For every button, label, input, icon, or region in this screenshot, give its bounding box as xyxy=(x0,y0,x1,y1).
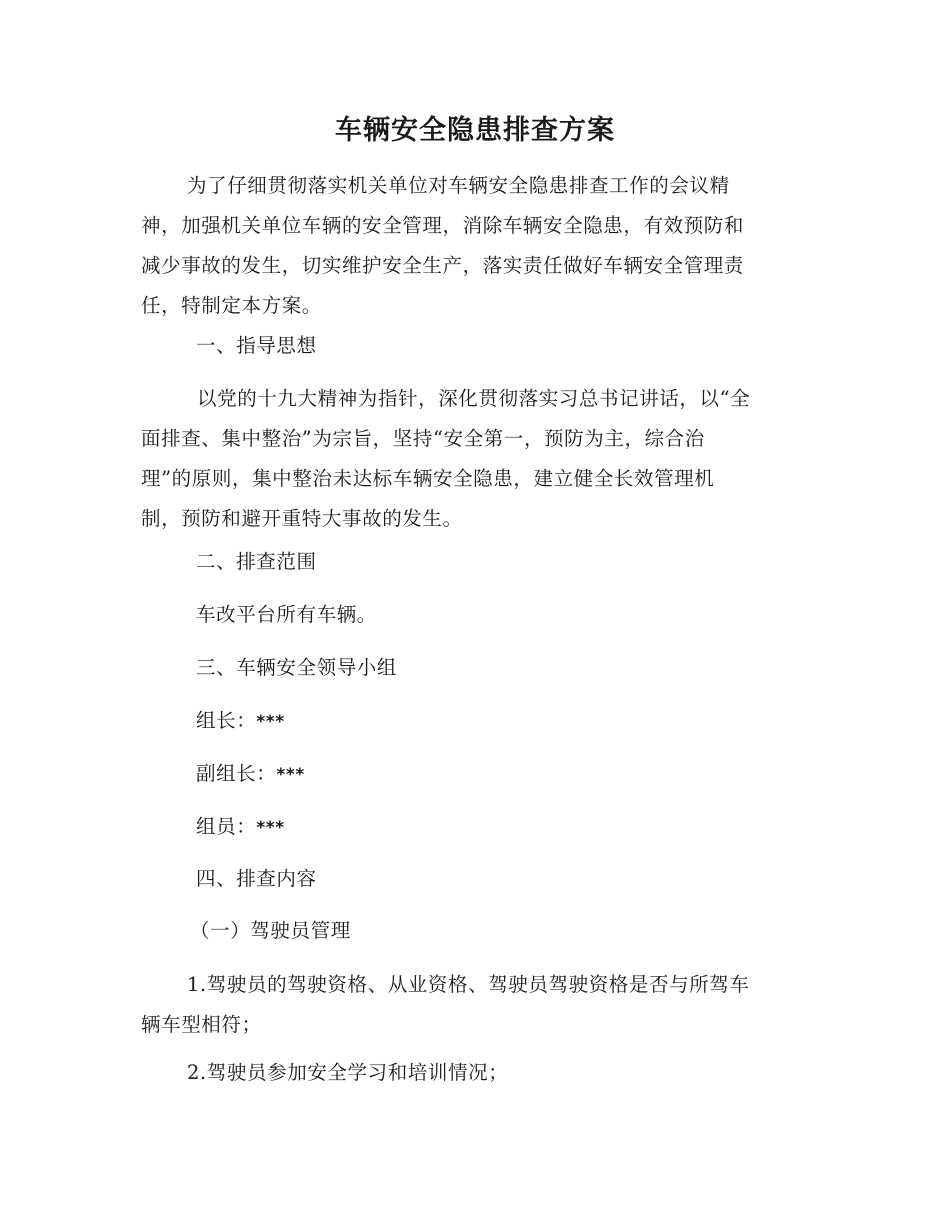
member-label: 组员： xyxy=(196,815,257,838)
section-heading-inspection-content: 四、排查内容 xyxy=(196,867,317,890)
section1-line: 以党的十九大精神为指针，深化贯彻落实习总书记讲话，以“全 xyxy=(197,387,751,410)
section-heading-scope: 二、排查范围 xyxy=(196,550,317,573)
leader-value: *** xyxy=(256,712,285,732)
intro-line: 为了仔细贯彻落实机关单位对车辆安全隐患排查工作的会议精 xyxy=(187,174,730,197)
member-value: *** xyxy=(256,818,285,838)
deputy-leader-line xyxy=(196,754,305,795)
section1-paragraph xyxy=(141,379,806,539)
leader-line xyxy=(196,701,285,742)
section1-line: 理”的原则，集中整治未达标车辆安全隐患，建立健全长效管理机 xyxy=(141,467,715,490)
deputy-label: 副组长： xyxy=(196,762,277,785)
member-line xyxy=(196,807,285,848)
intro-line: 减少事故的发生，切实维护安全生产，落实责任做好车辆安全管理责 xyxy=(141,254,745,277)
item2-text: 2.驾驶员参加安全学习和培训情况； xyxy=(187,1061,509,1084)
subsection-heading-driver-management: （一）驾驶员管理 xyxy=(190,919,351,942)
section1-line: 面排查、集中整治”为宗旨，坚持“安全第一，预防为主，综合治 xyxy=(141,427,705,450)
scope-text: 车改平台所有车辆。 xyxy=(196,603,377,626)
leader-label: 组长： xyxy=(196,709,257,732)
document-title: 车辆安全隐患排查方案 xyxy=(335,115,615,146)
section1-line: 制，预防和避开重特大事故的发生。 xyxy=(141,507,463,530)
item1-line: 1.驾驶员的驾驶资格、从业资格、驾驶员驾驶资格是否与所驾车 xyxy=(187,973,750,996)
section-heading-guiding-ideology: 一、指导思想 xyxy=(196,334,317,357)
item1-paragraph xyxy=(141,965,806,1045)
deputy-value: *** xyxy=(276,765,305,785)
intro-line: 任，特制定本方案。 xyxy=(141,294,322,317)
item1-line: 辆车型相符； xyxy=(141,1013,262,1036)
intro-paragraph xyxy=(141,166,806,326)
section-heading-leadership-group: 三、车辆安全领导小组 xyxy=(196,656,398,679)
intro-line: 神，加强机关单位车辆的安全管理，消除车辆安全隐患，有效预防和 xyxy=(141,214,745,237)
